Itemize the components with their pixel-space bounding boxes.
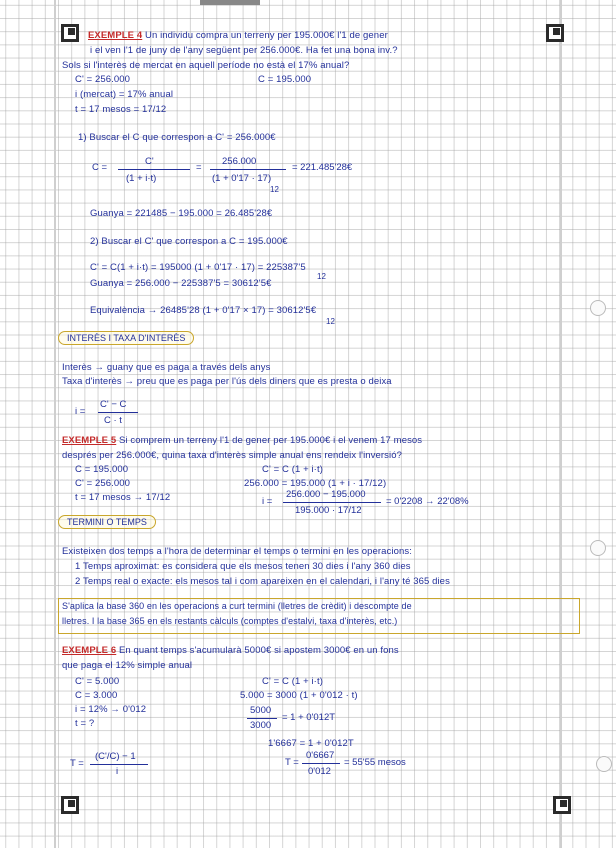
- example-6-title: EXEMPLE 6: [62, 645, 117, 656]
- example-6-result-denominator: 0'012: [308, 766, 331, 777]
- example-5-formula: C' = C (1 + i·t): [262, 464, 323, 475]
- termini-item-1: [75, 561, 411, 572]
- termini-item-2-number: 2: [75, 576, 81, 587]
- step-2-months: 12: [317, 272, 326, 281]
- example-5-given-c-prime: C' = 256.000: [75, 478, 131, 489]
- base-note-line-2: lletres. I la base 365 en els restants càlculs (comptes d'estalvi, taxa d'interès, etc.): [62, 616, 398, 626]
- example-5-result-numerator: 256.000 − 195.000: [286, 489, 366, 500]
- corner-marker-bottom-right: [553, 796, 571, 814]
- example-6-line-2: que paga el 12% simple anual: [62, 660, 193, 671]
- termini-item-1-number: 1: [75, 561, 81, 572]
- section-termini-title: TERMINI O TEMPS: [58, 515, 156, 529]
- step-1-lhs: C =: [92, 162, 108, 173]
- example-4-step-2: 2) Buscar el C' que correspon a C = 195.000€: [90, 236, 288, 247]
- taxa-definition: Taxa d'interès → preu que es paga per l'ús dels diners que es presta o deixa: [62, 376, 392, 387]
- binder-hole: [590, 300, 606, 316]
- example-6-given-c-prime: C' = 5.000: [75, 676, 120, 687]
- example-5-given-c: C = 195.000: [75, 464, 129, 475]
- step-1-fraction-bar-2: [210, 169, 286, 170]
- example-6-result-lhs: T =: [285, 757, 299, 768]
- example-6-line-1: En quant temps s'acumularà 5000€ si apostem 3000€ en un fons: [118, 645, 399, 656]
- step-1-result: = 221.485'28€: [292, 162, 353, 173]
- example-4-given-c: C = 195.000: [258, 74, 312, 85]
- page-left-edge: [54, 0, 56, 848]
- example-6-given-rate: i = 12% → 0'012: [75, 704, 147, 715]
- step-1-fraction-bar: [118, 169, 190, 170]
- example-6-step-denominator: 3000: [250, 720, 272, 731]
- example-5-result-bar: [283, 502, 381, 503]
- example-6-result-numerator: 0'6667: [306, 750, 335, 761]
- interes-definition: Interès → guany que es paga a través dels anys: [62, 362, 271, 373]
- termini-item-1-text: Temps aproximat: es considera que els mesos tenen 30 dies i l'any 360 dies: [82, 561, 411, 572]
- termini-intro: Existeixen dos temps a l'hora de determinar el temps o termini en les operacions:: [62, 546, 412, 557]
- step-1-denominator: (1 + i·t): [126, 173, 157, 184]
- step-1-denominator-2: (1 + 0'17 · 17): [212, 173, 272, 184]
- example-5-result-denominator: 195.000 · 17/12: [295, 505, 362, 516]
- corner-marker-bottom-left: [61, 796, 79, 814]
- example-5-substitution: 256.000 = 195.000 (1 + i · 17/12): [244, 478, 387, 489]
- example-6-step-numerator: 5000: [250, 705, 272, 716]
- time-formula-lhs: T =: [70, 758, 84, 769]
- termini-item-2: [75, 576, 450, 587]
- equivalence-months: 12: [326, 317, 335, 326]
- interes-formula-denominator: C · t: [104, 415, 122, 426]
- binder-hole: [596, 756, 612, 772]
- step-1-equals: =: [196, 162, 202, 173]
- section-interes-title: INTERÈS I TAXA D'INTERÈS: [58, 331, 194, 345]
- interes-formula-numerator: C' − C: [100, 399, 127, 410]
- example-6-heading: [62, 645, 399, 656]
- example-4-line-1: Un individu compra un terreny per 195.000€ l'1 de gener: [144, 30, 388, 41]
- example-5-result-lhs: i =: [262, 496, 273, 507]
- example-4-given-time: t = 17 mesos = 17/12: [75, 104, 167, 115]
- example-5-line-2: després per 256.000€, quina taxa d'interès simple anual ens rendeix l'inversió?: [62, 450, 403, 461]
- time-formula-denominator: i: [116, 766, 119, 777]
- example-5-title: EXEMPLE 5: [62, 435, 117, 446]
- binder-hole: [590, 540, 606, 556]
- top-edge-mark: [200, 0, 260, 5]
- page-right-edge: [560, 0, 562, 848]
- example-5-heading: [62, 435, 422, 446]
- example-4-given-rate: i (mercat) = 17% anual: [75, 89, 174, 100]
- termini-item-2-text: Temps real o exacte: els mesos tal i com apareixen en el calendari, i l'any té 365 dies: [82, 576, 450, 587]
- example-5-line-1: Si comprem un terreny l'1 de gener per 195.000€ i el venem 17 mesos: [118, 435, 423, 446]
- interes-formula-bar: [98, 412, 138, 413]
- example-6-formula: C' = C (1 + i·t): [262, 676, 323, 687]
- example-6-result: = 55'55 mesos: [344, 757, 406, 768]
- interes-formula-lhs: i =: [75, 406, 86, 417]
- example-6-result-bar: [302, 763, 340, 764]
- time-formula-numerator: (C'/C) − 1: [95, 751, 136, 762]
- example-6-given-time: t = ?: [75, 718, 95, 729]
- example-6-given-c: C = 3.000: [75, 690, 118, 701]
- example-4-step-1: 1) Buscar el C que correspon a C' = 256.000€: [78, 132, 276, 143]
- example-6-step-simplified: 1'6667 = 1 + 0'012T: [268, 738, 354, 749]
- example-4-title: EXEMPLE 4: [88, 30, 143, 41]
- step-1-numerator-2: 256.000: [222, 156, 257, 167]
- example-4-gain-1: Guanya = 221485 − 195.000 = 26.485'28€: [90, 208, 273, 219]
- example-4-gain-2: Guanya = 256.000 − 225387'5 = 30612'5€: [90, 278, 272, 289]
- example-4-given-c-prime: C' = 256.000: [75, 74, 131, 85]
- base-note-line-1: S'aplica la base 360 en les operacions a curt termini (lletres de crèdit) i descompte de: [62, 601, 412, 611]
- corner-marker-top-right: [546, 24, 564, 42]
- example-4-line-3: Sols si l'interès de mercat en aquell període no està el 17% anual?: [62, 60, 350, 71]
- example-6-substitution: 5.000 = 3000 (1 + 0'012 · t): [240, 690, 358, 701]
- step-1-numerator: C': [145, 156, 154, 167]
- example-6-step-bar: [247, 718, 277, 719]
- example-4-equivalence: Equivalència → 26485'28 (1 + 0'17 × 17) = 30612'5€: [90, 305, 317, 316]
- example-4-line-2: i el ven l'1 de juny de l'any següent per 256.000€. Ha fet una bona inv.?: [90, 45, 398, 56]
- example-5-given-time: t = 17 mesos → 17/12: [75, 492, 171, 503]
- time-formula-bar: [90, 764, 148, 765]
- example-4-step-2-calc: C' = C(1 + i·t) = 195000 (1 + 0'17 · 17) = 225387'5: [90, 262, 306, 273]
- step-1-denominator-months: 12: [270, 185, 279, 194]
- example-6-step-rhs: = 1 + 0'012T: [282, 712, 336, 723]
- corner-marker-top-left: [61, 24, 79, 42]
- example-4-heading: [88, 30, 388, 41]
- example-5-result: = 0'2208 → 22'08%: [386, 496, 469, 507]
